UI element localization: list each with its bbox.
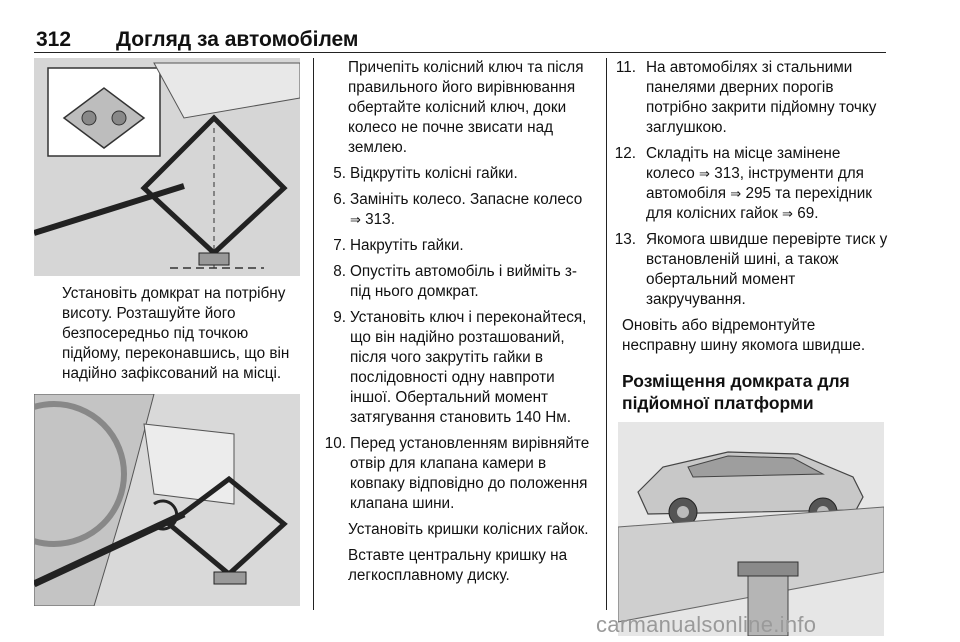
page-reference-link[interactable]: 313	[714, 165, 740, 182]
list-item: 13. Якомога швидше перевірте тиск у встановленій шині, а також обертальний момент закручування.	[614, 231, 888, 308]
figure-caption: Установіть домкрат на потрібну висоту. Розташуйте його безпосередньо під точкою підйому, переконавшись, що він надійно зафіксований на місці.	[62, 285, 290, 382]
intro-paragraph: Причепіть колісний ключ та після правильного його вирівнювання обертайте колісний ключ, доки колесо не почне звисати над землею.	[348, 59, 584, 156]
page-reference-link[interactable]: 313	[365, 211, 391, 228]
list-item: 9. Установіть ключ і переконайтеся, що він надійно розташований, після чого закрутіть гайки в послідовності одну навпроти іншої. Обертальний момент затягування становить 140 Нм.	[333, 309, 587, 426]
page-reference-link[interactable]: 295	[745, 185, 771, 202]
sub-instruction: Вставте центральну кришку на легкосплавному диску.	[348, 547, 568, 584]
watermark: carmanualsonline.info	[596, 612, 817, 637]
page-number: 312	[36, 28, 72, 51]
list-item: 5. Відкрутіть колісні гайки.	[333, 165, 518, 182]
column-right	[614, 58, 888, 636]
sub-instruction: Установіть кришки колісних гайок.	[348, 521, 589, 538]
column-divider	[313, 58, 314, 610]
jack-closeup-drawing	[34, 58, 300, 276]
list-item: 12. Складіть на місце замінене колесо ⇒ 313, інструменти для автомобіля ⇒ 295 та перехідник для колісних гайок ⇒ 69.	[614, 145, 872, 222]
section-heading: Розміщення домкрата для підйомної платформи	[622, 371, 850, 413]
page-title: Догляд за автомобілем	[116, 28, 359, 51]
column-middle	[326, 58, 594, 586]
page-reference-link[interactable]: 69	[797, 205, 815, 222]
list-item: 8. Опустіть автомобіль і вийміть з-під нього домкрат.	[333, 263, 578, 300]
jack-under-car-drawing	[34, 394, 300, 606]
list-item: 7. Накрутіть гайки.	[333, 237, 464, 254]
reference-arrow-icon: ⇒	[782, 206, 793, 221]
list-item: 6. Замініть колесо. Запасне колесо ⇒ 313.	[333, 191, 583, 228]
reference-arrow-icon: ⇒	[730, 186, 742, 201]
list-item: 10. Перед установленням вирівняйте отвір для клапана камери в ковпаку відповідно до положення клапана шини.	[324, 435, 590, 512]
reference-arrow-icon: ⇒	[699, 166, 710, 181]
page-header	[34, 14, 886, 53]
car-on-lift-illustration	[618, 422, 884, 636]
note-paragraph: Оновіть або відремонтуйте несправну шину якомога швидше.	[622, 317, 866, 354]
list-item: 11. На автомобілях зі стальними панелями дверних порогів потрібно закрити підйомну точку заглушкою.	[615, 59, 877, 136]
column-left	[34, 58, 300, 606]
reference-arrow-icon: ⇒	[350, 212, 361, 227]
column-divider	[606, 58, 607, 610]
car-on-lift-drawing	[618, 422, 884, 636]
jack-closeup-illustration	[34, 58, 300, 276]
jack-under-car-illustration	[34, 394, 300, 606]
